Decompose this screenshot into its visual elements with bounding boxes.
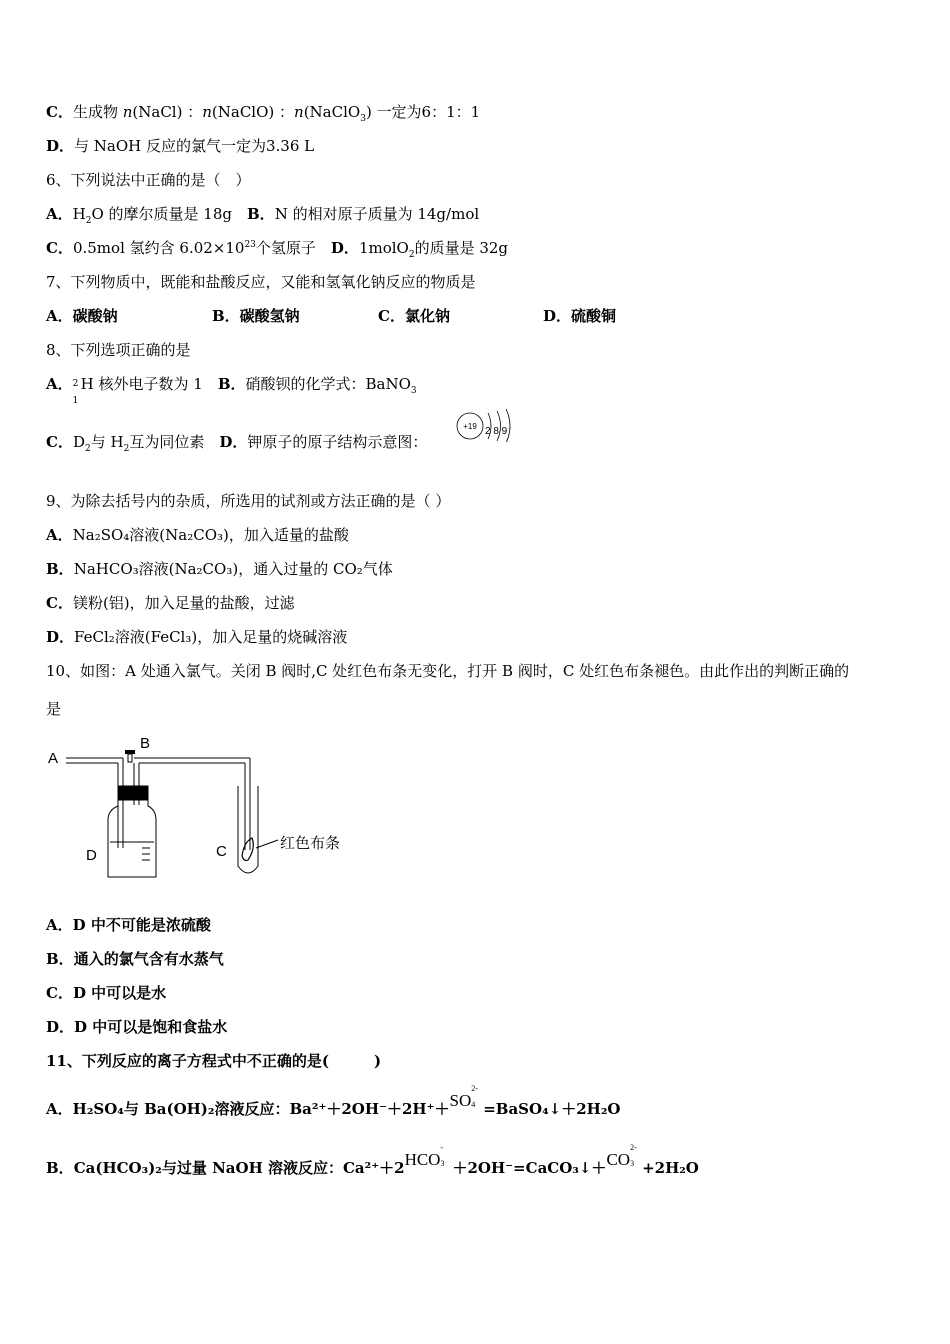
- option-letter: D．: [46, 628, 75, 646]
- option-letter: A．: [46, 526, 73, 544]
- carbonate-ion: CO 2- 3: [606, 1143, 637, 1169]
- ion-formula: CO: [606, 1150, 631, 1169]
- text: 生成物: [72, 103, 123, 121]
- option-letter: C．: [46, 984, 73, 1002]
- question-8-ab: A． 2 1 H 核外电子数为 1 B．硝酸钡的化学式：BaNO$_3$: [46, 375, 417, 406]
- text: H: [72, 205, 86, 223]
- text: (NaClO) ：: [211, 103, 295, 121]
- text: +2H₂O: [642, 1159, 699, 1177]
- option-d-line: [46, 136, 314, 156]
- option-letter: C．: [46, 239, 73, 257]
- nucleus-charge: +19: [463, 422, 477, 431]
- option-letter: C．: [46, 433, 73, 451]
- question-9-option-c: [46, 593, 295, 613]
- option-letter: B．: [46, 560, 74, 578]
- text: 互为同位素: [129, 433, 220, 451]
- option-letter: C．: [46, 103, 73, 121]
- text: D 中不可能是浓硫酸: [72, 916, 211, 934]
- text: 镁粉(铝)，加入足量的盐酸，过滤: [72, 594, 295, 612]
- question-7-option-c: C．氯化钠: [378, 307, 450, 325]
- subscript: 2: [408, 250, 415, 260]
- text: =BaSO₄↓＋2H₂O: [483, 1100, 621, 1118]
- text: (NaClO: [303, 103, 361, 121]
- option-letter: C．: [46, 594, 73, 612]
- inlet-tube: [66, 758, 123, 848]
- shell-electron-counts: 2 8 9: [485, 426, 508, 437]
- sulfate-ion: SO 2- 4: [449, 1084, 478, 1110]
- question-9: 9、为除去括号内的杂质，所选用的试剂或方法正确的是（ ）: [46, 492, 451, 510]
- question-10-option-c: [46, 983, 166, 1003]
- label-d: D: [86, 847, 97, 864]
- question-7: 7、下列物质中，既能和盐酸反应，又能和氢氧化钠反应的物质是: [46, 273, 476, 291]
- text: 1molO: [358, 239, 409, 257]
- question-9-option-d: [46, 627, 347, 647]
- option-letter: B．: [46, 1159, 74, 1177]
- question-11-option-a: [46, 1084, 621, 1119]
- text: 个氢原子: [255, 239, 331, 257]
- text: D 中可以是水: [72, 984, 167, 1002]
- text: D 中可以是饱和食盐水: [74, 1018, 228, 1036]
- test-tube-c: [238, 786, 278, 873]
- question-6: 6、下列说法中正确的是（ ）: [46, 171, 251, 189]
- text: n: [294, 103, 304, 121]
- question-7-option-d: D．硫酸铜: [543, 307, 617, 325]
- text: Ca(HCO₃)₂与过量 NaOH 溶液反应：Ca²⁺＋2: [73, 1159, 405, 1177]
- text: H 核外电子数为 1: [80, 375, 218, 393]
- superscript: 23: [244, 240, 256, 250]
- apparatus-diagram: [44, 730, 364, 880]
- label-a: A: [48, 750, 59, 767]
- question-8: 8、下列选项正确的是: [46, 341, 191, 359]
- text: 与 NaOH 反应的氯气一定为3.36 L: [74, 137, 315, 155]
- text: 与 H: [90, 433, 124, 451]
- subscript: 2: [123, 444, 130, 454]
- subscript: 3: [360, 114, 366, 124]
- potassium-atom-diagram: [455, 406, 521, 442]
- subscript: 2: [85, 216, 92, 226]
- option-letter: D．: [46, 1018, 75, 1036]
- label-red-cloth: 红色布条: [280, 835, 341, 852]
- ion-formula: HCO: [404, 1150, 441, 1169]
- text: Na₂SO₄溶液(Na₂CO₃)，加入适量的盐酸: [72, 526, 349, 544]
- question-11-option-b: [46, 1143, 699, 1178]
- question-9-option-b: [46, 559, 393, 579]
- question-10: 10、如图：A 处通入氯气。关闭 B 阀时,C 处红色布条无变化，打开 B 阀时，C 处红色布条褪色。由此作出的判断正确的: [46, 662, 850, 680]
- text: (NaCl) ：: [132, 103, 203, 121]
- option-letter: A．: [46, 916, 73, 934]
- outlet-tube: [134, 758, 250, 850]
- text: 硝酸钡的化学式：BaNO: [245, 375, 411, 393]
- text: N 的相对原子质量为 14g/mol: [274, 205, 480, 223]
- option-letter: D．: [330, 239, 359, 257]
- option-letter: D．: [46, 137, 75, 155]
- subscript: 2: [84, 444, 91, 454]
- option-letter: B．: [247, 205, 275, 223]
- option-letter: A．: [46, 375, 73, 393]
- question-6-cd: [46, 238, 508, 258]
- option-letter: A．: [46, 1100, 73, 1118]
- label-c: C: [216, 843, 227, 860]
- text: O 的摩尔质量是 18g: [91, 205, 247, 223]
- option-c-line: [46, 102, 480, 122]
- label-b: B: [140, 735, 151, 752]
- text: ＋2OH⁻=CaCO₃↓＋: [452, 1159, 607, 1177]
- question-7-option-b: B．碳酸氢钠: [212, 307, 300, 325]
- ion-formula: SO: [449, 1091, 472, 1110]
- option-letter: B．: [217, 375, 246, 393]
- question-10-option-b: [46, 949, 224, 969]
- bottle-d: [108, 786, 156, 877]
- question-8-cd: [46, 432, 427, 452]
- text: 通入的氯气含有水蒸气: [73, 950, 224, 968]
- text: ) 一定为6：1：1: [365, 103, 481, 121]
- text: n: [122, 103, 133, 121]
- question-9-option-a: [46, 525, 349, 545]
- text: 钾原子的原子结构示意图：: [247, 433, 428, 451]
- question-6-ab: [46, 204, 479, 224]
- text: n: [202, 103, 212, 121]
- option-letter: D．: [219, 433, 248, 451]
- question-11: 11、下列反应的离子方程式中不正确的是( ): [46, 1052, 382, 1070]
- text: H₂SO₄与 Ba(OH)₂溶液反应：Ba²⁺＋2OH⁻＋2H⁺＋: [72, 1100, 450, 1118]
- text: D: [72, 433, 85, 451]
- subscript: 3: [410, 386, 417, 396]
- text: NaHCO₃溶液(Na₂CO₃)，通入过量的 CO₂气体: [73, 560, 393, 578]
- question-10-option-a: [46, 915, 211, 935]
- option-letter: A．: [46, 205, 73, 223]
- bicarbonate-ion: HCO - 3: [404, 1143, 445, 1169]
- question-7-option-a: A．碳酸钠: [46, 307, 118, 325]
- question-10-cont: 是: [46, 700, 62, 718]
- valve-b: [125, 750, 135, 762]
- question-10-option-d: [46, 1017, 227, 1037]
- text: 0.5mol 氢约含 6.02×10: [72, 239, 245, 257]
- text: 的质量是 32g: [414, 239, 509, 257]
- option-letter: B．: [46, 950, 74, 968]
- text: FeCl₂溶液(FeCl₃)，加入足量的烧碱溶液: [74, 628, 348, 646]
